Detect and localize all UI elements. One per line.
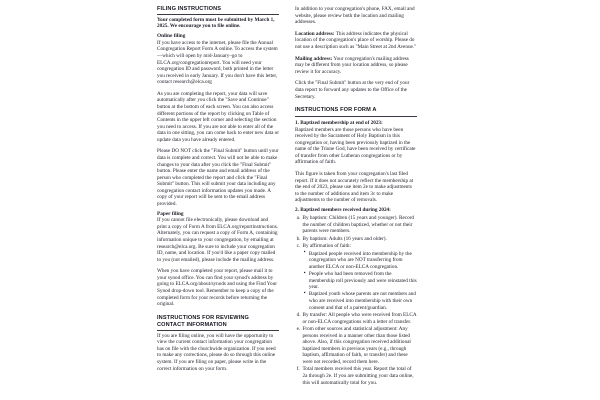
- list-marker: f.: [296, 366, 300, 373]
- list-item: [295, 243, 417, 311]
- list-text: From other sources and statistical adjustment: Any persons received in a manner other than those listed above. Also, if this congregation received additional baptized members in previous years (e.g., through baptism, affirmation of faith, or transfer) and these were not recorded, record them here.: [302, 326, 411, 365]
- paragraph-reviewing-contact: If you are filing online, you will have the opportunity to view the current contact information your congregation has on file with the churchwide organization. If you need to make any corrections, please do so through this online system. If you are filing on paper, please write in the correct information on your form.: [157, 332, 276, 372]
- list-item: [295, 326, 417, 365]
- heading-reviewing-contact-line2: CONTACT INFORMATION: [157, 322, 279, 331]
- paragraph-mailing-address: [295, 56, 417, 76]
- list-text: Total members received this year. Report the total of 2a through 2e. If you are submitting your data online, this will automatically total for you.: [302, 366, 414, 386]
- list-item: [295, 312, 417, 325]
- bullet-icon: ▪: [303, 270, 306, 276]
- list-text: By affirmation of faith:: [302, 243, 351, 250]
- list-text: By baptism: Adults (16 years and older).: [302, 235, 387, 242]
- list-text: By baptism: Children (15 years and younger). Record the number of children baptized, whether or not their parents were members.: [302, 215, 415, 235]
- item-1-body: Baptized members are those persons who have been received by the Sacrament of Holy Baptism in this congregation or, having been previously baptized in the name of the Triune God, have been received by certificate of transfer from other Lutheran congregations or by affirmation of faith.: [295, 126, 416, 166]
- bullet-icon: ▪: [303, 250, 306, 256]
- list-text: Baptized people received into membership by the congregation who are NOT transferring from another ELCA or non-ELCA congregation.: [308, 250, 412, 270]
- bullet-icon: ▪: [303, 291, 306, 297]
- paragraph-location-address: [295, 31, 417, 51]
- column-left: [157, 6, 279, 372]
- list-text: People who had been removed from the membership roll previously and were reinstated this year.: [308, 270, 417, 291]
- item-1-label: 1. Baptized membership at end of 2023:: [295, 120, 383, 127]
- list-marker: a.: [296, 215, 301, 221]
- paragraph-final-submit-forward: Click the "Final Submit" button at the very end of your data report to forward any updates to the Office of the Secretary.: [295, 80, 410, 100]
- label-mailing-address: Mailing address:: [295, 55, 333, 62]
- list-text: Baptized youth whose parents are not members and who are received into membership with their own consent and that of a parent/guardian.: [308, 291, 416, 311]
- paragraph-figure-from-last-report: This figure is taken from your congregation's last filed report. If it does not accurately reflect the membership at the end of 2023, please use item 2e to make adjustments to the number of additions and item 3c to make adjustments to the number of removals.: [295, 171, 414, 204]
- subheading-paper-filing: Paper filing: [157, 210, 184, 217]
- list-marker: b.: [296, 235, 301, 242]
- text-mailing-address: Your congregation's mailing address may be different from your location address, so please review it for accuracy.: [295, 55, 409, 75]
- list-item: [295, 236, 417, 243]
- item-2c-bullets: [303, 251, 418, 312]
- heading-filing-instructions: FILING INSTRUCTIONS: [157, 6, 279, 15]
- heading-reviewing-contact-line1: INSTRUCTIONS FOR REVIEWING: [157, 314, 249, 321]
- list-item: [295, 366, 417, 386]
- list-item: [303, 251, 418, 271]
- label-location-address: Location address:: [295, 30, 335, 37]
- subheading-online-filing: Online filing: [157, 33, 186, 40]
- list-marker: c.: [296, 243, 301, 250]
- list-item: [295, 215, 417, 235]
- list-marker: e.: [296, 326, 301, 333]
- paragraph-paper-filing: If you cannot file electronically, please download and print a copy of Form A from ELCA.org/reportinstructions. Alternately, you can request a copy of Form A, containing information unique to your congregation, by emailing at research@elca.org. Be sure to include your congregation ID, name, and location. If you'd like a paper copy mailed to you (not emailed), please include the mailing address.: [157, 217, 279, 263]
- filing-deadline-lead: Your completed form must be submitted by March 1, 2025. We encourage you to file online.: [157, 16, 275, 30]
- item-2-sublist: [295, 215, 417, 386]
- two-column-layout: [157, 6, 508, 396]
- paragraph-review-addresses: In addition to your congregation's phone, FAX, email and website, please review both the location and mailing addresses.: [295, 6, 415, 26]
- paragraph-mail-to-synod: When you have completed your report, please mail it to your synod office. You can find your synod's address by going to ELCA.org/about/synods and using the Find Your Synod drop-down tool. Remember to keep a copy of the completed form for your records before returning the original.: [157, 268, 277, 308]
- column-right: [295, 6, 417, 386]
- text-location-address: This address indicates the physical location of the congregation's place of worship. Please do not use a description such as "Main Street at 2nd Avenue.": [295, 30, 417, 50]
- list-text: By transfer: All people who were received from ELCA or non-ELCA congregations with a letter of transfer.: [302, 312, 417, 325]
- list-marker: d.: [296, 312, 301, 319]
- item-2-members-received: [295, 207, 417, 214]
- paragraph-final-submit-warning: Please DO NOT click the "Final Submit" button until your data is complete and correct. You will not be able to make changes to your data after you click the "Final Submit" button. Please enter the name and email address of the person who completed the report and click the "Final Submit" button. This will submit your data including any congregation contact information updates you made. A copy of your report will be sent to the email address provided.: [157, 148, 279, 207]
- list-item: [303, 271, 418, 291]
- list-item: [303, 291, 418, 311]
- paragraph-online-filing: If you have access to the internet, please file the Annual Congregation Report Form A online. To access the system—which will open by mid-January–go to ELCA.org/congregationreport. You will need your congregation ID and password, both printed in the letter you received in early January. If you don't have this letter, contact research@elca.org: [157, 39, 278, 86]
- item-2-label: 2. Baptized members received during 2024:: [295, 207, 391, 214]
- paragraph-autosave: As you are completing the report, your data will save automatically after you click the "Save and Continue" button at the bottom of each screen. You can also access different portions of the report by clicking on Table of Contents in the upper left corner and selecting the section you need to access. If you are not able to enter all of the data in one sitting, you can come back to enter new data or update data you have already entered.: [157, 90, 280, 143]
- heading-instructions-form-a: INSTRUCTIONS FOR FORM A: [295, 107, 417, 116]
